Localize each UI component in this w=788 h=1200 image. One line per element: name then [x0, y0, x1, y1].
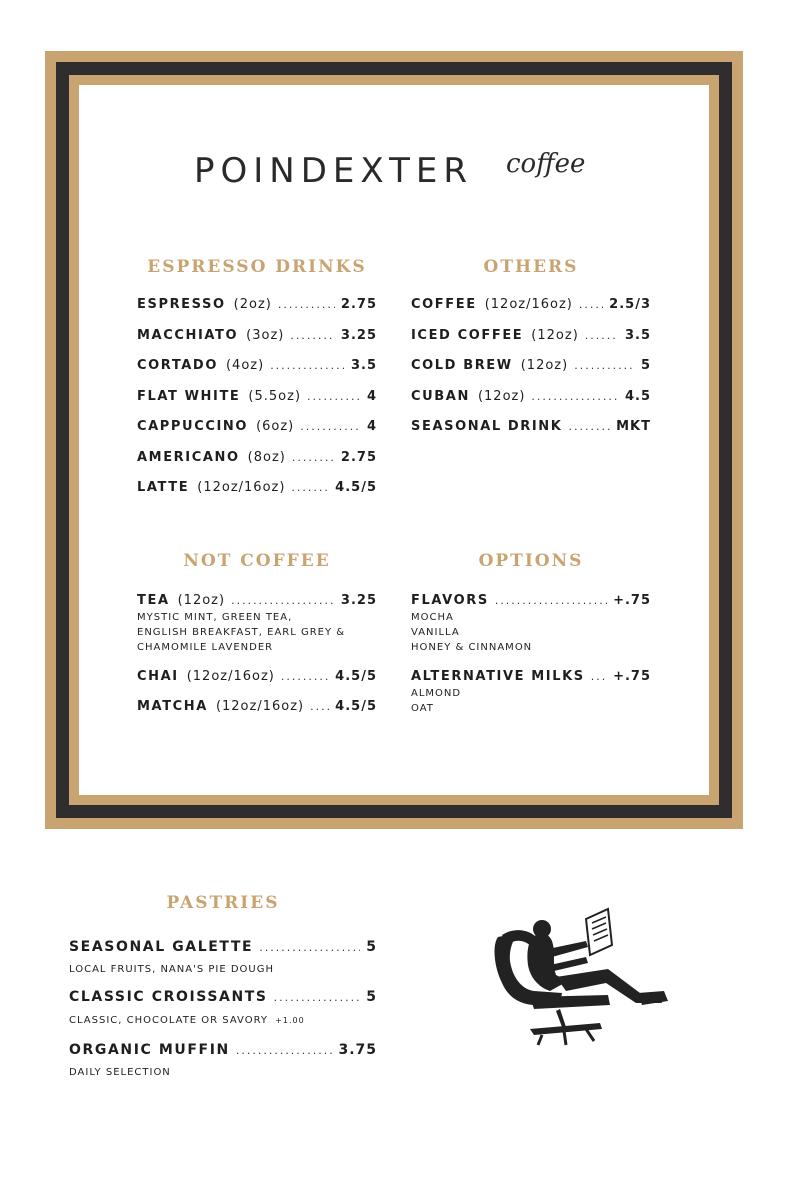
menu-item-macchiato: MACCHIATO (3oz) ..... 3.25: [137, 328, 377, 343]
menu-item-matcha: MATCHA (12oz/16oz) ..... 4.5/5: [137, 699, 377, 714]
not-coffee-section-title: NOT COFFEE: [183, 551, 331, 571]
menu-item-cappuccino: CAPPUCCINO (6oz) ..... 4: [137, 419, 377, 434]
menu-item-flat-white: FLAT WHITE (5.5oz) ..... 4: [137, 389, 377, 404]
brand-script: coffee: [506, 149, 586, 179]
menu-item-chai: CHAI (12oz/16oz) ..... 4.5/5: [137, 669, 377, 684]
menu-item-cold-brew: COLD BREW (12oz) ..... 5: [411, 358, 651, 373]
option-alternative-milks: ALTERNATIVE MILKS ..... +.75: [411, 669, 651, 684]
croissants-description: CLASSIC, CHOCOLATE OR SAVORY +1.00: [69, 1015, 305, 1026]
others-section-title: OTHERS: [483, 257, 579, 277]
menu-item-coffee: COFFEE (12oz/16oz) ..... 2.5/3: [411, 297, 651, 312]
pastry-organic-muffin: ORGANIC MUFFIN ..... 3.75: [69, 1042, 377, 1058]
croissant-upcharge: +1.00: [275, 1016, 305, 1025]
menu-item-iced-coffee: ICED COFFEE (12oz) ..... 3.5: [411, 328, 651, 343]
galette-description: LOCAL FRUITS, NANA'S PIE DOUGH: [69, 964, 274, 975]
pastry-classic-croissants: CLASSIC CROISSANTS ..... 5: [69, 989, 377, 1005]
menu-item-cortado: CORTADO (4oz) ..... 3.5: [137, 358, 377, 373]
menu-item-seasonal-drink: SEASONAL DRINK ..... MKT: [411, 419, 651, 434]
menu-item-americano: AMERICANO (8oz) ..... 2.75: [137, 450, 377, 465]
brand-name: POINDEXTER: [194, 151, 473, 191]
milks-list: ALMOND OAT: [411, 688, 462, 714]
brand-logo: [194, 145, 614, 215]
espresso-section-title: ESPRESSO DRINKS: [147, 257, 367, 277]
man-reading-in-lounge-chair-icon: [490, 905, 675, 1050]
option-flavors: FLAVORS ..... +.75: [411, 593, 651, 608]
tea-description: MYSTIC MINT, GREEN TEA, ENGLISH BREAKFAST, EARL GREY & CHAMOMILE LAVENDER: [137, 612, 346, 653]
pastries-section-title: PASTRIES: [166, 893, 280, 913]
menu-card: [79, 85, 709, 795]
options-section-title: OPTIONS: [478, 551, 584, 571]
menu-item-latte: LATTE (12oz/16oz) ..... 4.5/5: [137, 480, 377, 495]
muffin-description: DAILY SELECTION: [69, 1067, 171, 1078]
flavors-list: MOCHA VANILLA HONEY & CINNAMON: [411, 612, 533, 653]
menu-item-cuban: CUBAN (12oz) ..... 4.5: [411, 389, 651, 404]
menu-item-tea: TEA (12oz) ..... 3.25: [137, 593, 377, 608]
pastry-seasonal-galette: SEASONAL GALETTE ..... 5: [69, 939, 377, 955]
menu-item-espresso: ESPRESSO (2oz) ..... 2.75: [137, 297, 377, 312]
